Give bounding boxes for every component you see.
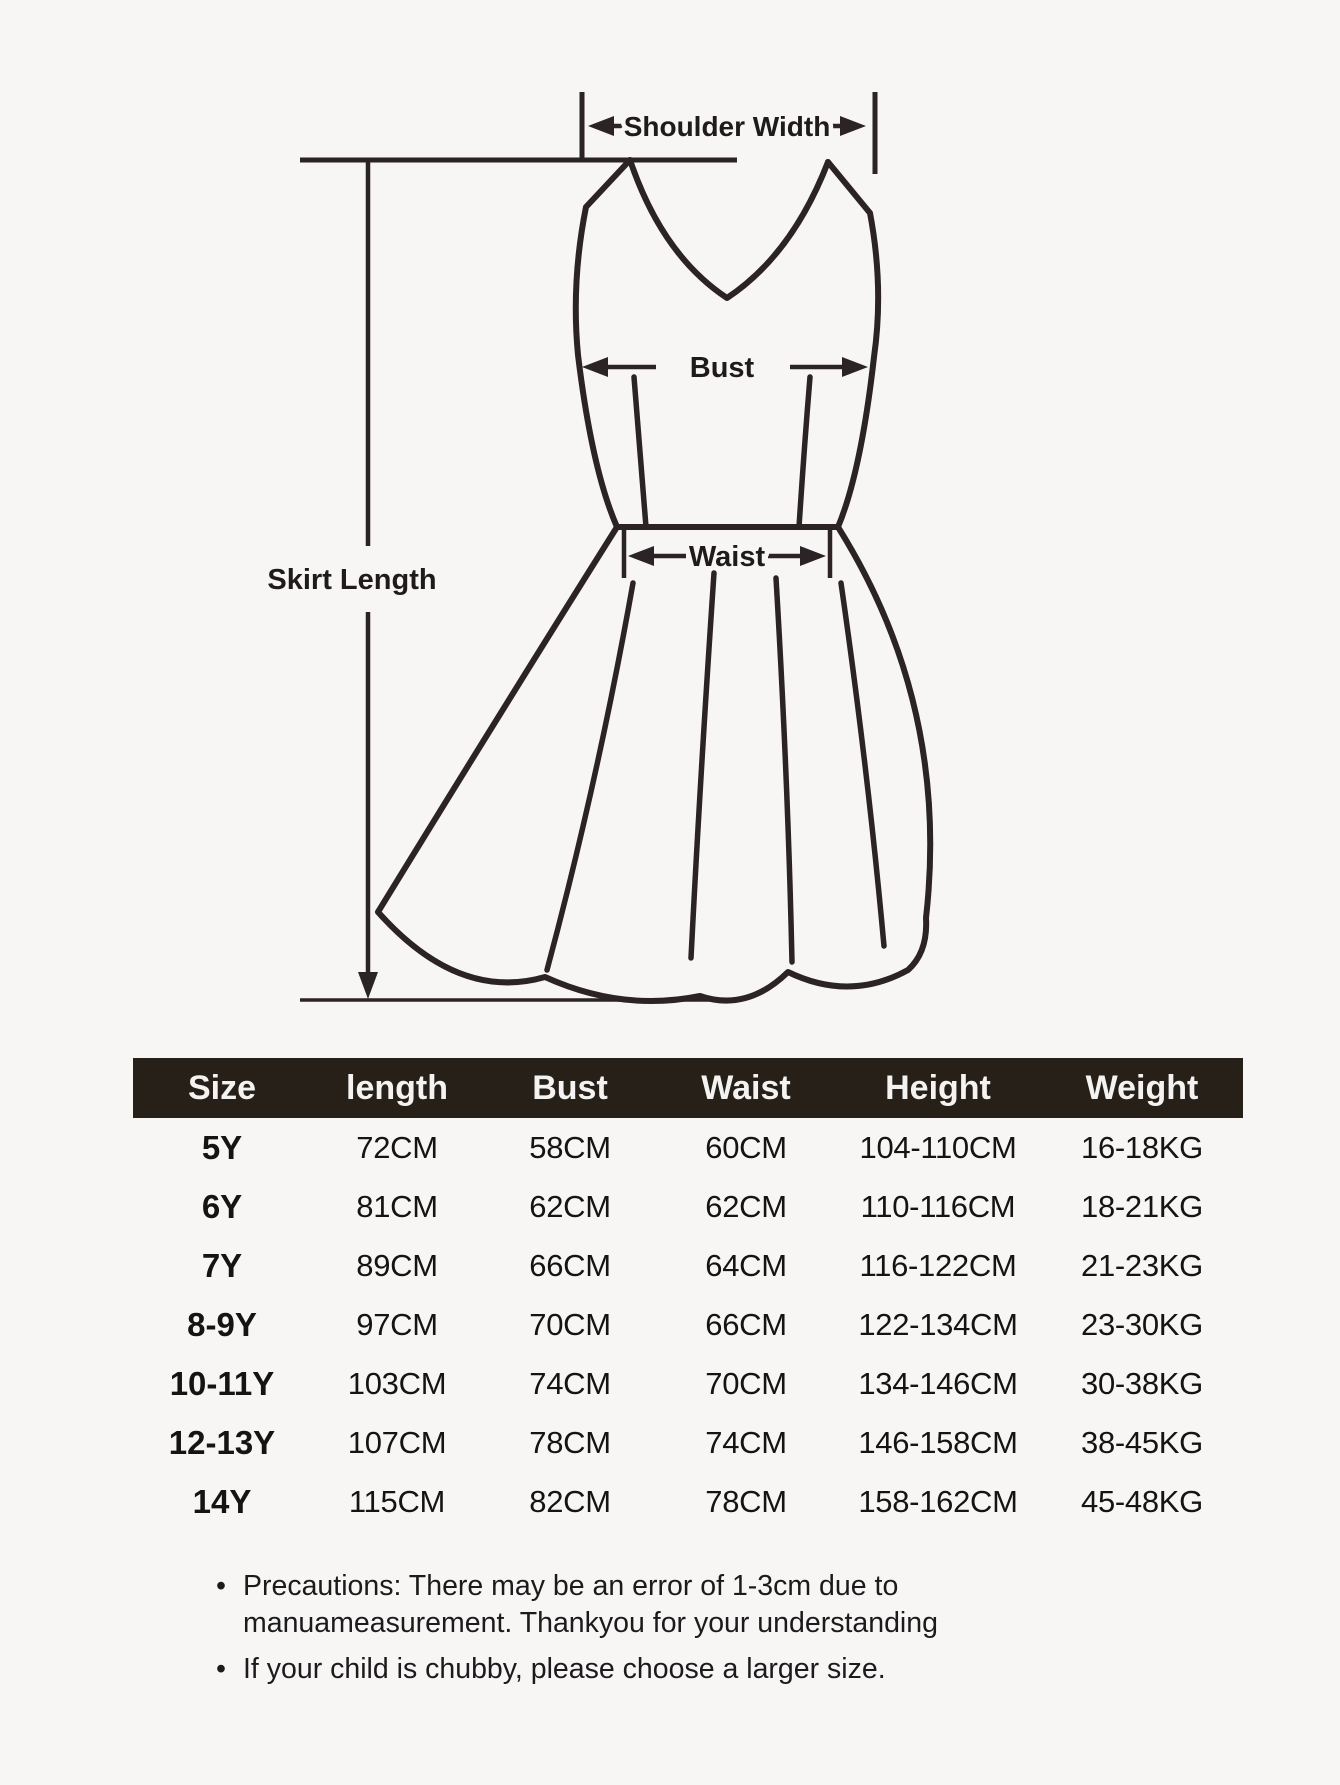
right-arrowhead-icon: [840, 116, 866, 136]
cell-size: 6Y: [201, 1187, 243, 1225]
cell-size: 10-11Y: [169, 1364, 275, 1402]
cell-bust: 58CM: [529, 1129, 611, 1165]
cell-waist: 74CM: [705, 1424, 787, 1460]
cell-waist: 66CM: [705, 1306, 787, 1342]
table-row: [133, 1177, 1243, 1236]
down-arrowhead-icon: [358, 972, 378, 999]
column-header-bust: Bust: [532, 1068, 608, 1107]
left-arrowhead-icon: [588, 116, 614, 136]
cell-length: 97CM: [356, 1306, 438, 1342]
cell-waist: 60CM: [705, 1129, 787, 1165]
note-text: Precautions: There may be an error of 1-3cm due to manuameasurement. Thankyou for your understanding: [242, 1570, 938, 1640]
cell-weight: 30-38KG: [1081, 1365, 1203, 1401]
dress-left-bodice: [576, 160, 630, 527]
left-arrowhead-icon: [628, 546, 654, 566]
cell-bust: 82CM: [529, 1483, 611, 1519]
cell-length: 103CM: [347, 1365, 447, 1401]
column-header-size: Size: [187, 1068, 257, 1107]
list-item: [216, 1568, 978, 1642]
dress-skirt-outline: [378, 527, 930, 1001]
cell-length: 89CM: [356, 1247, 438, 1283]
column-header-length: length: [346, 1068, 448, 1107]
cell-size: 7Y: [201, 1246, 243, 1284]
cell-bust: 66CM: [529, 1247, 611, 1283]
dress-darts: [634, 377, 810, 527]
cell-size: 8-9Y: [187, 1305, 257, 1343]
cell-height: 116-122CM: [859, 1247, 1017, 1283]
cell-height: 158-162CM: [858, 1483, 1018, 1519]
table-row: [133, 1413, 1243, 1472]
cell-waist: 62CM: [705, 1188, 787, 1224]
table-row: [133, 1354, 1243, 1413]
size-table: [133, 1058, 1243, 1531]
right-arrowhead-icon: [800, 546, 826, 566]
bust-label: Bust: [689, 352, 755, 384]
cell-bust: 78CM: [529, 1424, 611, 1460]
cell-size: 12-13Y: [168, 1423, 276, 1461]
cell-weight: 38-45KG: [1081, 1424, 1203, 1460]
table-row: [133, 1472, 1243, 1531]
waist-label: Waist: [688, 541, 766, 573]
cell-height: 110-116CM: [860, 1188, 1016, 1224]
size-table-header: [133, 1058, 1243, 1118]
dress-pleat-lines: [547, 573, 884, 970]
column-header-weight: Weight: [1085, 1068, 1199, 1107]
column-header-waist: Waist: [701, 1068, 791, 1107]
cell-waist: 70CM: [705, 1365, 787, 1401]
cell-length: 72CM: [356, 1129, 438, 1165]
cell-weight: 18-21KG: [1081, 1188, 1203, 1224]
cell-length: 107CM: [347, 1424, 447, 1460]
bullet-icon: •: [216, 1570, 226, 1602]
cell-bust: 74CM: [529, 1365, 611, 1401]
cell-size: 14Y: [192, 1482, 252, 1520]
dress-neckline: [630, 160, 828, 298]
cell-length: 81CM: [356, 1188, 438, 1224]
cell-waist: 78CM: [705, 1483, 787, 1519]
cell-weight: 45-48KG: [1081, 1483, 1203, 1519]
right-arrowhead-icon: [842, 357, 868, 377]
table-row: [133, 1236, 1243, 1295]
cell-bust: 70CM: [529, 1306, 611, 1342]
cell-weight: 21-23KG: [1081, 1247, 1203, 1283]
shoulder-width-label: Shoulder Width: [623, 111, 831, 142]
dress-right-bodice: [828, 162, 878, 527]
column-header-height: Height: [885, 1068, 991, 1107]
table-row: [133, 1118, 1243, 1177]
cell-waist: 64CM: [705, 1247, 787, 1283]
cell-height: 134-146CM: [858, 1365, 1018, 1401]
cell-size: 5Y: [201, 1128, 243, 1166]
cell-height: 122-134CM: [858, 1306, 1018, 1342]
cell-bust: 62CM: [529, 1188, 611, 1224]
notes-list: [216, 1568, 978, 1697]
cell-length: 115CM: [348, 1483, 446, 1519]
cell-height: 104-110CM: [859, 1129, 1017, 1165]
bullet-icon: •: [216, 1653, 226, 1686]
skirt-length-label: Skirt Length: [267, 564, 437, 596]
table-row: [133, 1295, 1243, 1354]
cell-weight: 23-30KG: [1081, 1306, 1203, 1342]
note-text: If your child is chubby, please choose a larger size.: [242, 1653, 886, 1686]
cell-height: 146-158CM: [858, 1424, 1018, 1460]
left-arrowhead-icon: [582, 357, 608, 377]
list-item: [216, 1651, 978, 1688]
cell-weight: 16-18KG: [1081, 1129, 1203, 1165]
